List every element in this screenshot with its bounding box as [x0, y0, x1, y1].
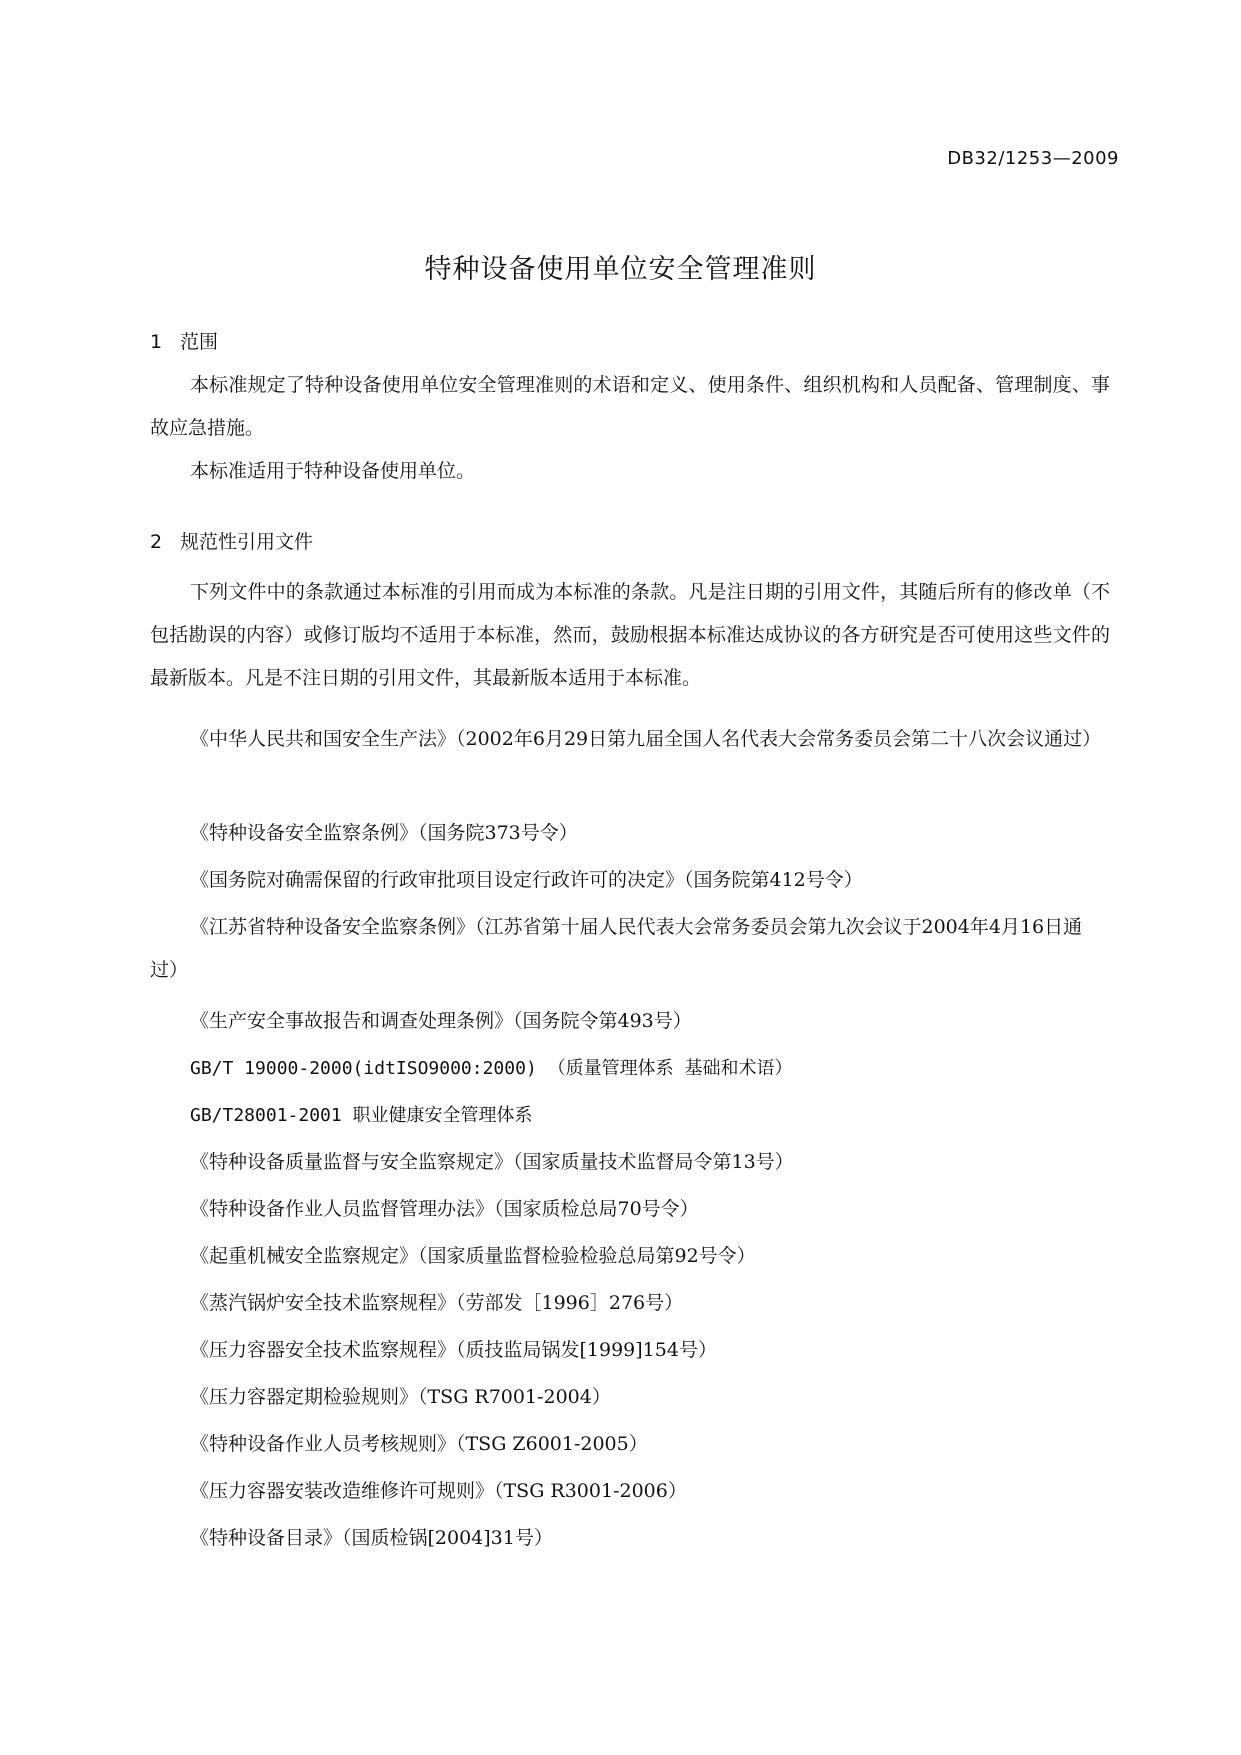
- reference-item: 《特种设备目录》（国质检锅[2004]31号）: [190, 1527, 553, 1549]
- reference-item: 《压力容器安装改造维修许可规则》（TSG R3001-2006）: [190, 1480, 687, 1502]
- section-title: 范围: [180, 331, 219, 353]
- section-number: 1: [150, 331, 163, 353]
- document-code: DB32/1253—2009: [947, 148, 1119, 169]
- reference-item: 《压力容器安全技术监察规程》（质技监局锅发[1999]154号）: [190, 1339, 717, 1361]
- section-heading-1: [150, 327, 218, 354]
- document-title: 特种设备使用单位安全管理准则: [424, 254, 817, 285]
- reference-item: 《生产安全事故报告和调查处理条例》（国务院令第493号）: [190, 1010, 692, 1032]
- section-number: 2: [150, 531, 163, 553]
- reference-item: 《江苏省特种设备安全监察条例》（江苏省第十届人民代表大会常务委员会第九次会议于2004年4月16日通过）: [150, 916, 1083, 981]
- reference-item: 《特种设备质量监督与安全监察规定》（国家质量技术监督局令第13号）: [190, 1151, 794, 1173]
- reference-item: 《特种设备作业人员考核规则》（TSG Z6001-2005）: [190, 1433, 648, 1455]
- reference-item: GB/T 19000-2000(idtISO9000:2000) （质量管理体系 基础和术语）: [190, 1058, 793, 1079]
- section-title: 规范性引用文件: [180, 531, 314, 553]
- reference-item: 《特种设备作业人员监督管理办法》（国家质检总局70号令）: [190, 1198, 699, 1220]
- reference-item: GB/T28001-2001 职业健康安全管理体系: [190, 1105, 533, 1126]
- scope-paragraph-2: 本标准适用于特种设备使用单位。: [190, 460, 476, 482]
- reference-item: 《中华人民共和国安全生产法》（2002年6月29日第九届全国人名代表大会常务委员会第二十八次会议通过）: [190, 728, 1102, 750]
- reference-item: 《压力容器定期检验规则》（TSG R7001-2004）: [190, 1386, 611, 1408]
- references-intro-paragraph: 下列文件中的条款通过本标准的引用而成为本标准的条款。凡是注日期的引用文件，其随后所有的修改单（不包括勘误的内容）或修订版均不适用于本标准，然而，鼓励根据本标准达成协议的各方研究是否可使用这些文件的最新版本。凡是不注日期的引用文件，其最新版本适用于本标准。: [150, 581, 1110, 689]
- reference-item: 《起重机械安全监察规定》（国家质量监督检验检验总局第92号令）: [190, 1245, 756, 1267]
- scope-paragraph-1: 本标准规定了特种设备使用单位安全管理准则的术语和定义、使用条件、组织机构和人员配备、管理制度、事故应急措施。: [150, 374, 1110, 439]
- reference-item: 《蒸汽锅炉安全技术监察规程》（劳部发［1996］276号）: [190, 1292, 684, 1314]
- section-heading-2: [150, 527, 313, 554]
- reference-item: 《国务院对确需保留的行政审批项目设定行政许可的决定》（国务院第412号令）: [190, 869, 863, 891]
- reference-item: 《特种设备安全监察条例》（国务院373号令）: [190, 822, 578, 844]
